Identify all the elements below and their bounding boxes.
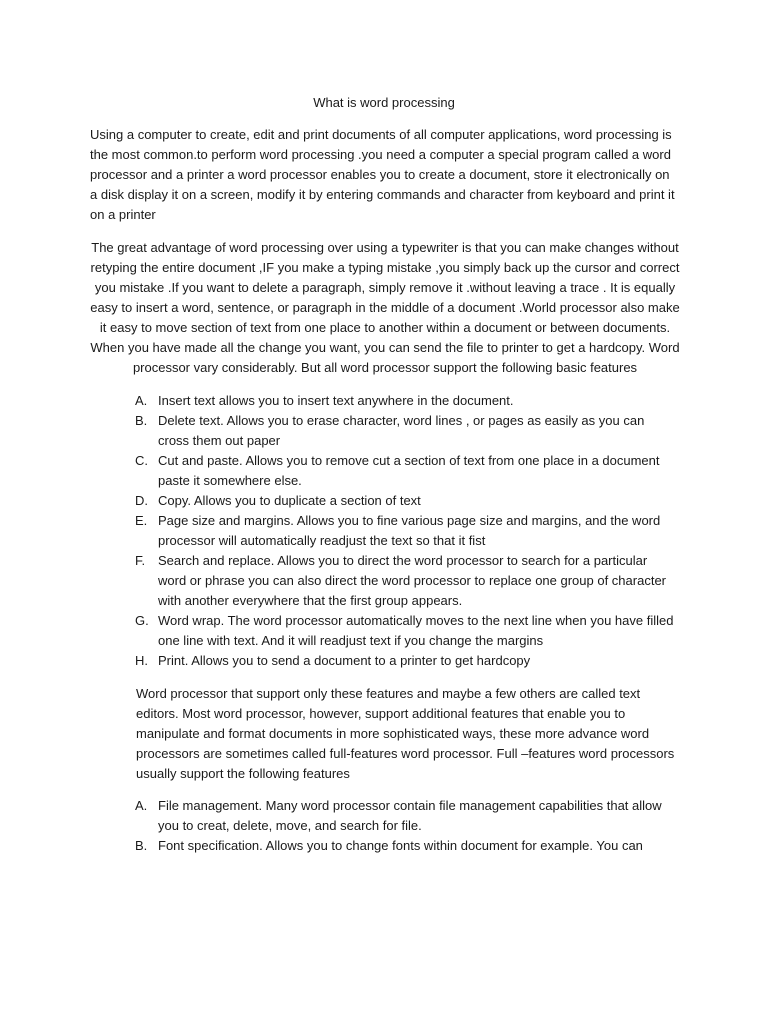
list-item [135, 391, 675, 411]
list-item-text: Copy. Allows you to duplicate a section of text [158, 493, 421, 508]
list-marker: B. [135, 838, 148, 853]
list-item [135, 491, 675, 511]
list-item-text: Word wrap. The word processor automatically moves to the next line when you have filled one line with text. And it will readjust text if you change the margins [158, 613, 674, 648]
paragraph-text-editors: Word processor that support only these features and maybe a few others are called text editors. Most word processor, however, support additional features that enable you to manipulate and format documents in more sophisticated ways, these more advance word processors are sometimes called full-features word processor. Full –features word processors usually support the following features [136, 686, 675, 781]
paragraph-advantages: The great advantage of word processing over using a typewriter is that you can make changes without retyping the entire document ,IF you make a typing mistake ,you simply back up the cursor and correct you mistake .If you want to delete a paragraph, simply remove it .without leaving a trace . It is equally easy to insert a word, sentence, or paragraph in the middle of a document .World processor also make it easy to move section of text from one place to another within a document or between documents. When you have made all the change you want, you can send the file to printer to get a hardcopy. Word processor vary considerably. But all word processor support the following basic features [90, 240, 680, 375]
list-item [135, 651, 675, 671]
list-item [135, 451, 675, 491]
list-marker: C. [135, 453, 148, 468]
list-marker: B. [135, 413, 148, 428]
list-item-text: Search and replace. Allows you to direct the word processor to search for a particular word or phrase you can also direct the word processor to replace one group of character with another everywhere that the first group appears. [158, 553, 666, 608]
list-item [135, 796, 680, 836]
list-item-text: Delete text. Allows you to erase character, word lines , or pages as easily as you can cross them out paper [158, 413, 645, 448]
list-item [135, 551, 675, 611]
list-item-text: Cut and paste. Allows you to remove cut a section of text from one place in a document paste it somewhere else. [158, 453, 660, 488]
list-item-text: File management. Many word processor contain file management capabilities that allow you to creat, delete, move, and search for file. [158, 798, 662, 833]
list-item-text: Print. Allows you to send a document to a printer to get hardcopy [158, 653, 531, 668]
list-marker: D. [135, 493, 148, 508]
list-marker: A. [135, 393, 148, 408]
list-marker: F. [135, 553, 146, 568]
list-item [135, 611, 675, 651]
list-item-text: Insert text allows you to insert text anywhere in the document. [158, 393, 514, 408]
full-features-list [135, 796, 680, 856]
list-item-text: Page size and margins. Allows you to fine various page size and margins, and the word processor will automatically readjust the text so that it fist [158, 513, 661, 548]
document-title: What is word processing [313, 95, 455, 110]
list-marker: E. [135, 513, 148, 528]
list-item [135, 411, 675, 451]
list-marker: H. [135, 653, 148, 668]
list-item-text: Font specification. Allows you to change fonts within document for example. You can [158, 838, 643, 853]
list-marker: G. [135, 613, 149, 628]
list-marker: A. [135, 798, 148, 813]
list-item [135, 836, 680, 856]
basic-features-list [135, 391, 675, 671]
paragraph-intro: Using a computer to create, edit and print documents of all computer applications, word processing is the most common.to perform word processing .you need a computer a special program called a word processor and a printer a word processor enables you to create a document, store it electronically on a disk display it on a screen, modify it by entering commands and character from keyboard and print it on a printer [90, 127, 675, 222]
list-item [135, 511, 675, 551]
